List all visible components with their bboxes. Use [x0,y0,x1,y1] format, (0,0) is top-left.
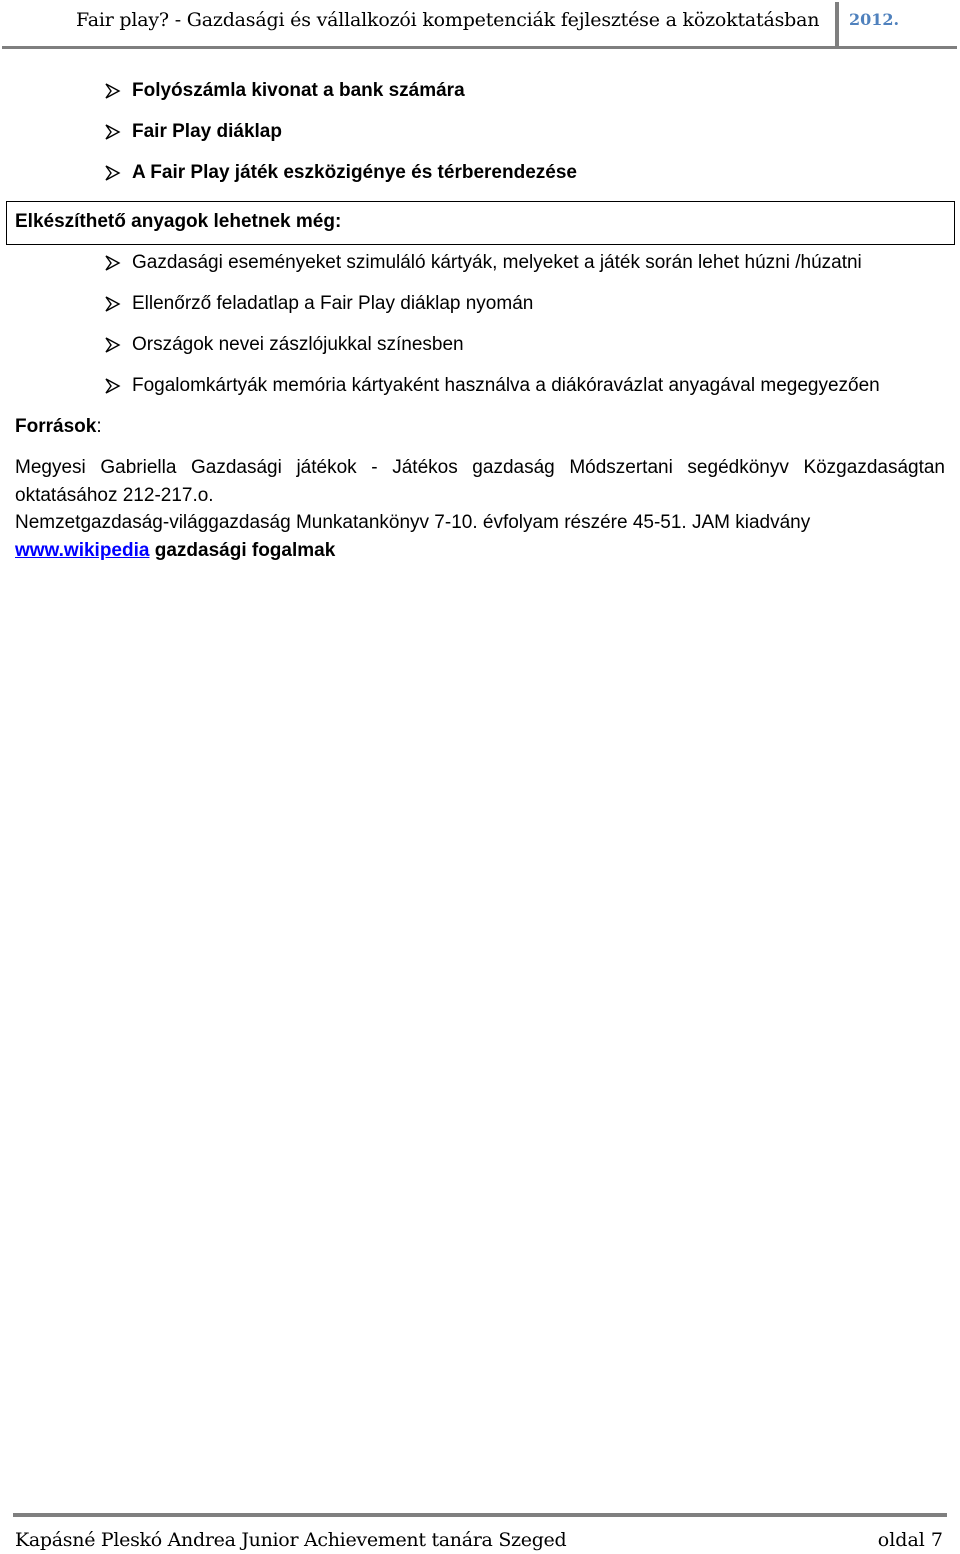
page-number: oldal 7 [877,1529,943,1551]
list-item-text: Folyószámla kivonat a bank számára [132,80,465,101]
page-header [0,0,960,48]
materials-heading: Elkészíthető anyagok lehetnek még: [15,211,342,232]
arrow-bullet-icon [104,253,122,273]
list-item-text: Fogalomkártyák memória kártyaként használva a diákóravázlat anyagával megegyezően [132,375,880,396]
list-item-text: Gazdasági eseményeket szimuláló kártyák, melyeket a játék során lehet húzni /húzatni [132,252,862,273]
reference-text: gazdasági fogalmak [149,540,336,561]
header-separator [835,2,839,46]
list-item-text: Fair Play diáklap [132,121,282,142]
wikipedia-link[interactable]: www.wikipedia [15,540,150,561]
arrow-bullet-icon [104,81,122,101]
arrow-bullet-icon [104,122,122,142]
list-item-text: A Fair Play játék eszközigénye és térberendezése [132,162,577,183]
reference-line: oktatásához 212-217.o. [15,485,214,506]
materials-box [6,201,955,245]
header-title: Fair play? - Gazdasági és vállalkozói kompetenciák fejlesztése a közoktatásban [76,9,820,31]
sources-heading [15,416,102,438]
sources-label: Források [15,416,97,437]
list-item-text: Országok nevei zászlójukkal színesben [132,334,464,355]
header-year: 2012. [849,10,900,29]
arrow-bullet-icon [104,163,122,183]
reference-line: Megyesi Gabriella Gazdasági játékok - Játékos gazdaság Módszertani segédkönyv Közgazdaságtan [15,457,945,478]
list-item-text: Ellenőrző feladatlap a Fair Play diáklap nyomán [132,293,534,314]
footer-author: Kapásné Pleskó Andrea Junior Achievement tanára Szeged [15,1529,567,1551]
footer-rule [13,1513,947,1517]
arrow-bullet-icon [104,294,122,314]
arrow-bullet-icon [104,335,122,355]
reference-line: Nemzetgazdaság-világgazdaság Munkatankönyv 7-10. évfolyam részére 45-51. JAM kiadvány [15,512,811,533]
header-rule [2,46,957,49]
sources-colon: : [96,416,102,437]
arrow-bullet-icon [104,376,122,396]
reference-line [15,540,335,562]
